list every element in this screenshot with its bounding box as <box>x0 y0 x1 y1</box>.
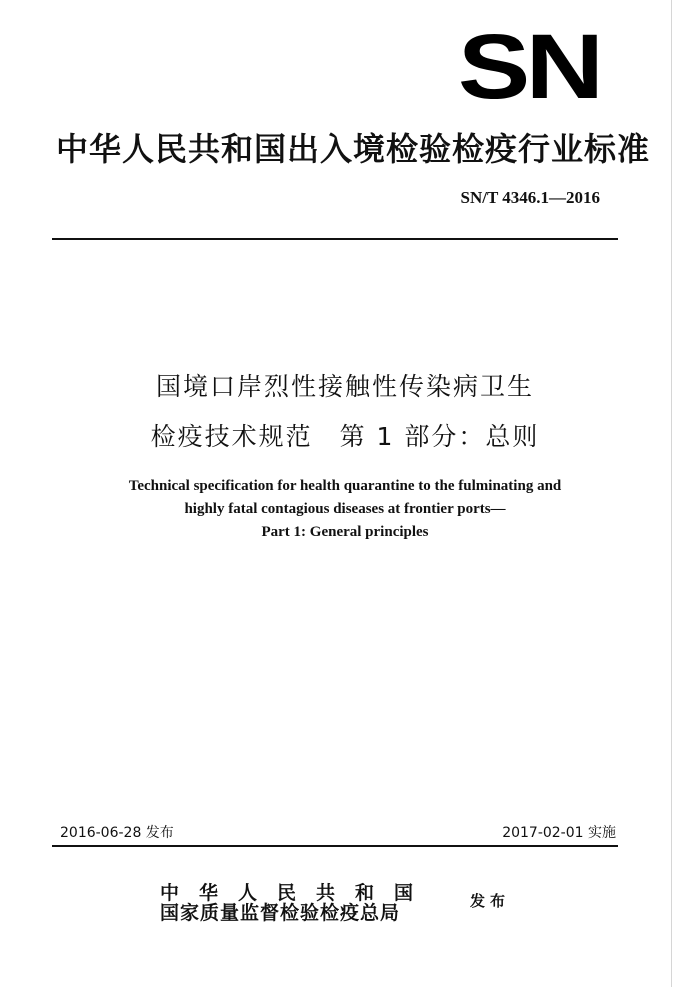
title-chinese-line-1: 国境口岸烈性接触性传染病卫生 <box>155 372 534 401</box>
title-chinese-line-2: 检疫技术规范 第 1 部分：总则 <box>150 422 540 451</box>
issue-date: 2016-06-28 发布 <box>60 825 174 841</box>
title-english-line-3: Part 1: General principles <box>261 524 429 540</box>
title-english-line-2: highly fatal contagious diseases at frontier ports— <box>184 501 506 517</box>
implementation-date: 2017-02-01 实施 <box>502 825 616 841</box>
top-divider <box>52 238 618 240</box>
issuer-line-1: 中华人民共和国 <box>160 882 434 904</box>
standard-number: SN/T 4346.1—2016 <box>460 188 600 207</box>
publish-label: 发布 <box>470 892 511 910</box>
sn-logo: SN <box>457 16 600 118</box>
title-english-line-1: Technical specification for health quarantine to the fulminating and <box>128 478 562 494</box>
bottom-divider <box>52 845 618 847</box>
page-edge-line <box>671 0 672 987</box>
issuer-line-2: 国家质量监督检验检疫总局 <box>160 902 401 924</box>
standard-category-heading: 中华人民共和国出入境检验检疫行业标准 <box>56 130 651 168</box>
